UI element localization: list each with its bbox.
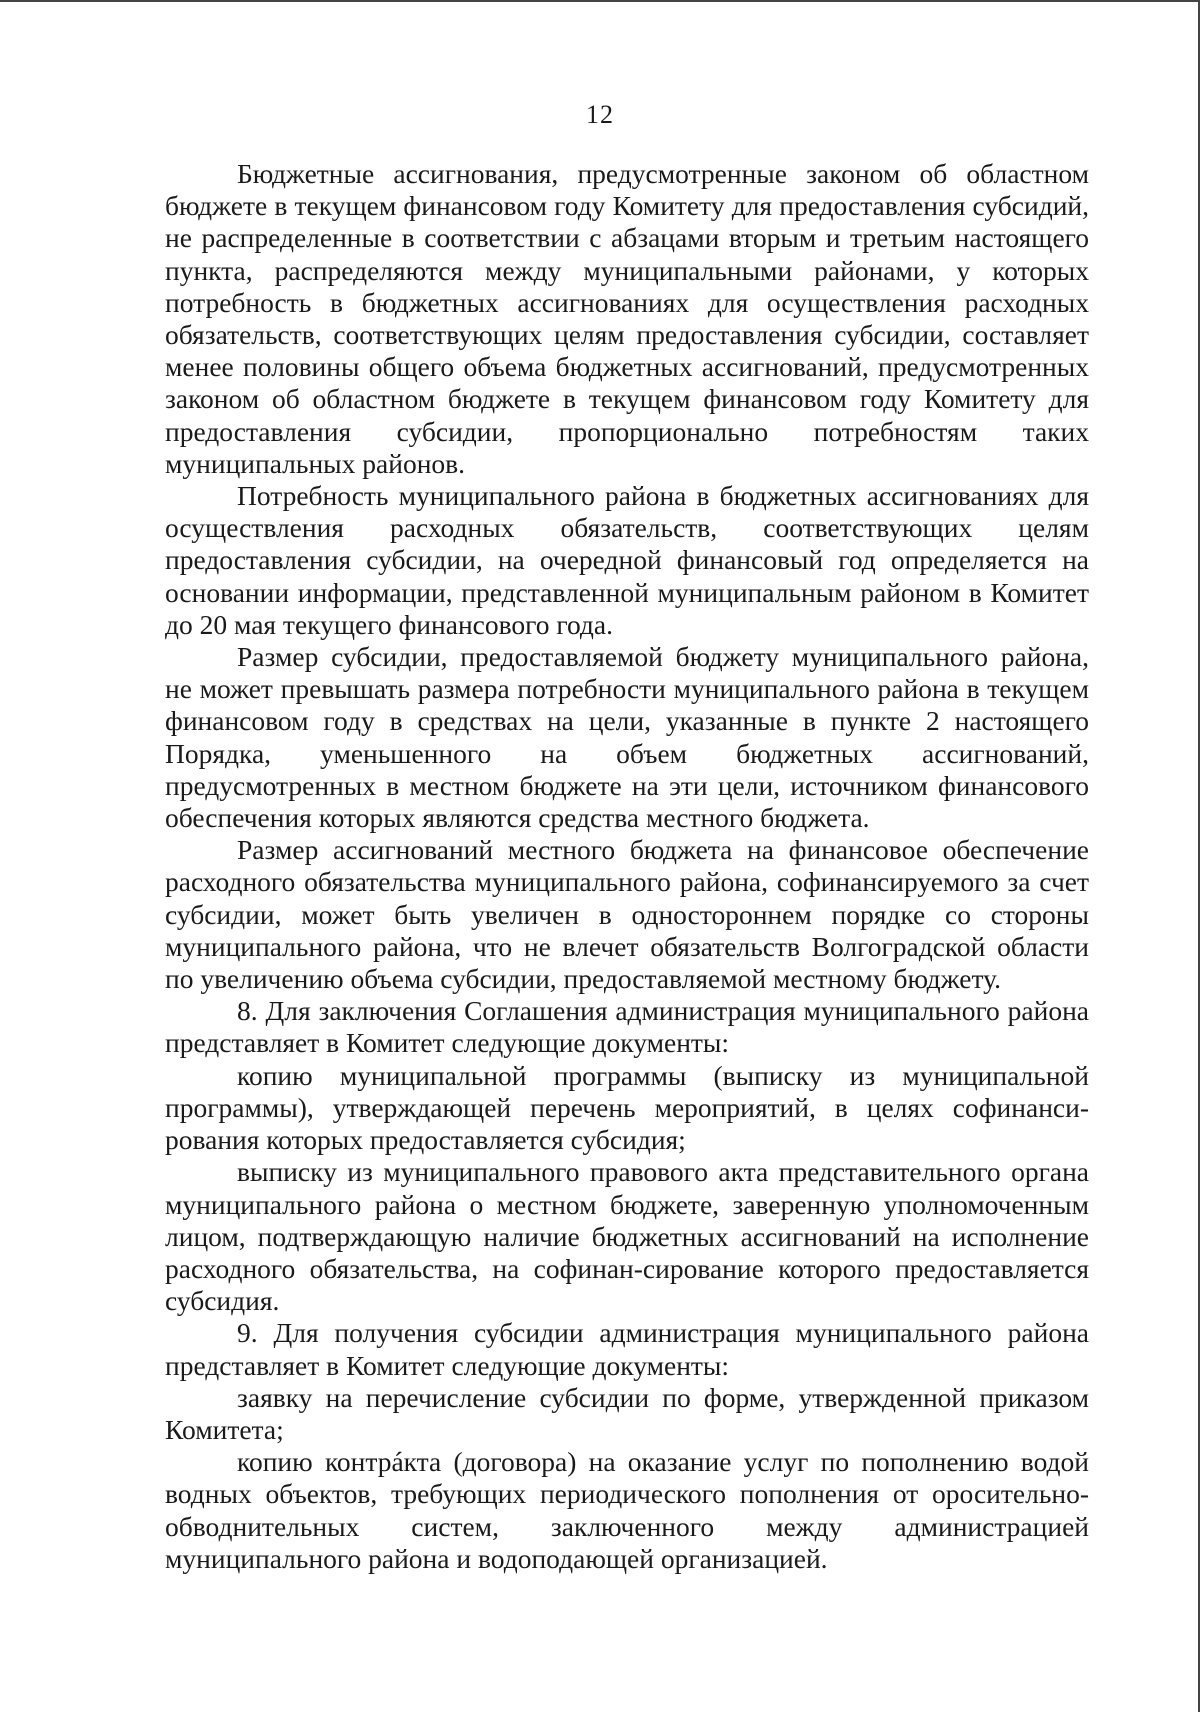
paragraph: Размер ассигнований местного бюджета на финансовое обеспечение расходного обязательства муниципального района, софинансируемого за счет субсидии, может быть увеличен в одностороннем порядке со стороны муниципального района, что не влечет обязательств Волгоградской области по увеличению объема субсидии, предоставляемой местному бюджету. <box>165 834 1089 995</box>
paragraph: заявку на перечисление субсидии по форме, утвержденной приказом Комитета; <box>165 1381 1089 1445</box>
paragraph: выписку из муниципального правового акта представительного органа муниципального района о местном бюджете, заверенную уполномоченным лицом, подтверждающую наличие бюджетных ассигнований на исполнение расходного обязательства, на софинан-сирование которого предоставляется субсидия. <box>165 1156 1089 1317</box>
page-number: 12 <box>586 100 614 129</box>
paragraph: Потребность муниципального района в бюджетных ассигнованиях для осуществления расходных обязательств, соответствующих целям предоставления субсидии, на очередной финансовый год определяется на основании информации, представленной муниципальным районом в Комитет до 20 мая текущего финансового года. <box>165 480 1089 640</box>
document-body <box>165 158 1089 1575</box>
paragraph: копию муниципальной программы (выписку из муниципальной программы), утверждающей перечень мероприятий, в целях софинанси-рования которых предоставляется субсидия; <box>165 1059 1089 1156</box>
paragraph: 8. Для заключения Соглашения администрация муниципального района представляет в Комитет следующие документы: <box>165 995 1089 1059</box>
paragraph: Размер субсидии, предоставляемой бюджету муниципального района, не может превышать размера потребности муниципального района в текущем финансовом году в средствах на цели, указанные в пункте 2 настоящего Порядка, уменьшенного на объем бюджетных ассигнований, предусмотренных в местном бюджете на эти цели, источником финансового обеспечения которых являются средства местного бюджета. <box>165 641 1089 834</box>
paragraph: копию контрáкта (договора) на оказание услуг по пополнению водой водных объектов, требующих периодического пополнения от оросительно-обводнительных систем, заключенного между администрацией муниципального района и водоподающей организацией. <box>165 1446 1089 1574</box>
paragraph: 9. Для получения субсидии администрация муниципального района представляет в Комитет следующие документы: <box>165 1317 1089 1381</box>
paragraph: Бюджетные ассигнования, предусмотренные законом об областном бюджете в текущем финансовом году Комитету для предоставления субсидий, не распределенные в соответствии с абзацами вторым и третьим настоящего пункта, распределяются между муниципальными районами, у которых потребность в бюджетных ассигнованиях для осуществления расходных обязательств, соответствующих целям предоставления субсидии, составляет менее половины общего объема бюджетных ассигнований, предусмотренных законом об областном бюджете в текущем финансовом году Комитету для предоставления субсидии, пропорционально потребностям таких муниципальных районов. <box>165 158 1089 479</box>
